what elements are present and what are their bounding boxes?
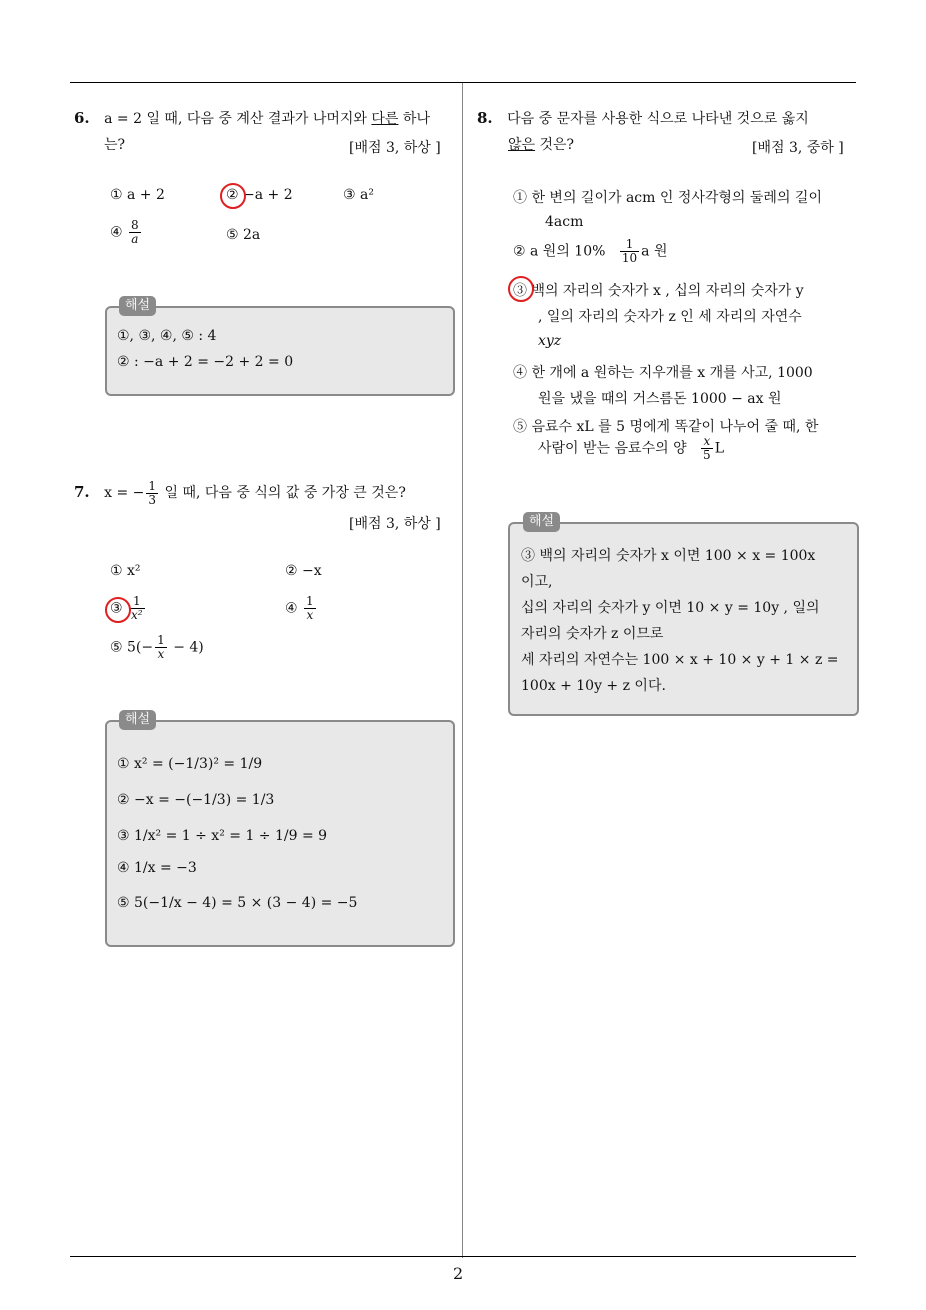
q7-choice-5[interactable]: [110, 634, 204, 661]
solution-line: ① x² = (−1/3)² = 1/9: [117, 756, 263, 772]
page-number: 2: [453, 1264, 464, 1283]
solution-line: 십의 자리의 숫자가 y 이면 10 × y = 10y , 일의: [521, 600, 820, 616]
answer-mark-circle: [105, 597, 131, 623]
question-text: 일 때, 다음 중 식의 값 중 가장 큰 것은?: [160, 485, 406, 501]
question-text-end: 하나: [398, 111, 430, 127]
q6-choice-3[interactable]: ③ a²: [343, 187, 374, 203]
answer-mark-circle: [220, 183, 246, 209]
q6-solution-box: [105, 306, 455, 396]
bottom-rule: [70, 1256, 856, 1257]
fraction: $\frac{1}{x}$: [306, 594, 314, 622]
question-text-end: 것은?: [535, 137, 575, 153]
choice-number: ④: [285, 600, 298, 617]
solution-label: 해설: [119, 710, 156, 730]
q8-choice-3-cont2: xyz: [538, 333, 562, 349]
solution-label: 해설: [119, 296, 156, 316]
fraction: $\frac{8}{a}$: [131, 218, 139, 246]
choice-number: ③: [110, 600, 123, 617]
question-text: a = 2 일 때, 다음 중 계산 결과가 나머지와: [104, 111, 372, 127]
column-divider: [462, 83, 463, 1258]
choice-number: ④: [110, 224, 123, 241]
q6-choice-5[interactable]: ⑤ 2a: [226, 227, 261, 243]
solution-line: 자리의 숫자가 z 이므로: [521, 626, 664, 642]
question-number: 8.: [477, 109, 493, 127]
fraction: $\frac{1}{10}$: [621, 237, 638, 265]
choice-text: ② a 원의 10%: [513, 243, 606, 260]
question-8-line2: [508, 132, 574, 159]
fraction: $\frac{1}{3}$: [148, 478, 157, 507]
question-6-score: [배점 3, 하상 ]: [349, 140, 441, 156]
solution-line: 세 자리의 자연수는 100 × x + 10 × y + 1 × z =: [521, 652, 839, 668]
q8-choice-4[interactable]: ④ 한 개에 a 원하는 지우개를 x 개를 사고, 1000: [513, 365, 813, 381]
question-7: [74, 479, 459, 507]
solution-line: 100x + 10y + z 이다.: [521, 678, 666, 694]
choice-text-end: L: [714, 440, 724, 457]
q6-choice-4[interactable]: [110, 219, 143, 246]
q6-choice-2[interactable]: ② −a + 2: [226, 187, 293, 203]
solution-line: ①, ③, ④, ⑤ : 4: [117, 328, 217, 344]
fraction: $\frac{1}{x}$: [157, 633, 165, 661]
question-6-line2: 는?: [104, 137, 126, 153]
q6-choice-1[interactable]: ① a + 2: [110, 187, 165, 203]
q8-choice-1-cont: 4acm: [545, 214, 584, 230]
solution-line: ② : −a + 2 = −2 + 2 = 0: [117, 354, 294, 370]
solution-line: ③ 백의 자리의 숫자가 x 이면 100 × x = 100x: [521, 548, 816, 564]
q7-choice-2[interactable]: ② −x: [285, 563, 322, 579]
q8-choice-3-cont: , 일의 자리의 숫자가 z 인 세 자리의 자연수: [538, 309, 802, 325]
solution-line: ② −x = −(−1/3) = 1/3: [117, 792, 275, 808]
choice-number: ⑤ 5(−: [110, 639, 154, 656]
q8-choice-5-cont: [538, 435, 724, 462]
underlined-word: 다른: [371, 111, 399, 127]
choice-text: 사람이 받는 음료수의 양: [538, 440, 687, 457]
question-8-score: [배점 3, 중하 ]: [752, 140, 844, 156]
question-text-pre: x = −: [104, 485, 145, 501]
question-7-score: [배점 3, 하상 ]: [349, 516, 441, 532]
q8-choice-2[interactable]: [513, 238, 667, 265]
top-rule: [70, 82, 856, 83]
underlined-word: 않은: [508, 137, 536, 153]
solution-line: ④ 1/x = −3: [117, 860, 197, 876]
solution-line: ⑤ 5(−1/x − 4) = 5 × (3 − 4) = −5: [117, 895, 358, 911]
solution-label: 해설: [523, 512, 560, 532]
choice-text: − 4): [168, 639, 204, 656]
fraction: $\frac{x}{5}$: [703, 434, 711, 462]
question-text: 다음 중 문자를 사용한 식으로 나타낸 것으로 옳지: [507, 111, 809, 127]
question-6: [74, 105, 459, 133]
q8-choice-4-cont: 원을 냈을 때의 거스름돈 1000 − ax 원: [538, 391, 782, 407]
fraction: $\frac{1}{\text{x²}}$: [131, 594, 143, 622]
question-number: 6.: [74, 109, 90, 127]
solution-line: 이고,: [521, 574, 553, 590]
question-8: [477, 105, 862, 133]
q8-choice-5[interactable]: ⑤ 음료수 xL 를 5 명에게 똑같이 나누어 줄 때, 한: [513, 419, 819, 435]
q8-choice-3[interactable]: ③ 백의 자리의 숫자가 x , 십의 자리의 숫자가 y: [513, 283, 804, 299]
question-number: 7.: [74, 483, 90, 501]
solution-line: ③ 1/x² = 1 ÷ x² = 1 ÷ 1/9 = 9: [117, 828, 328, 844]
choice-text-end: a 원: [641, 243, 668, 260]
answer-mark-circle: [508, 276, 534, 302]
q7-choice-4[interactable]: [285, 595, 318, 622]
q7-choice-1[interactable]: ① x²: [110, 563, 141, 579]
q8-choice-1[interactable]: ① 한 변의 길이가 acm 인 정사각형의 둘레의 길이: [513, 190, 822, 206]
